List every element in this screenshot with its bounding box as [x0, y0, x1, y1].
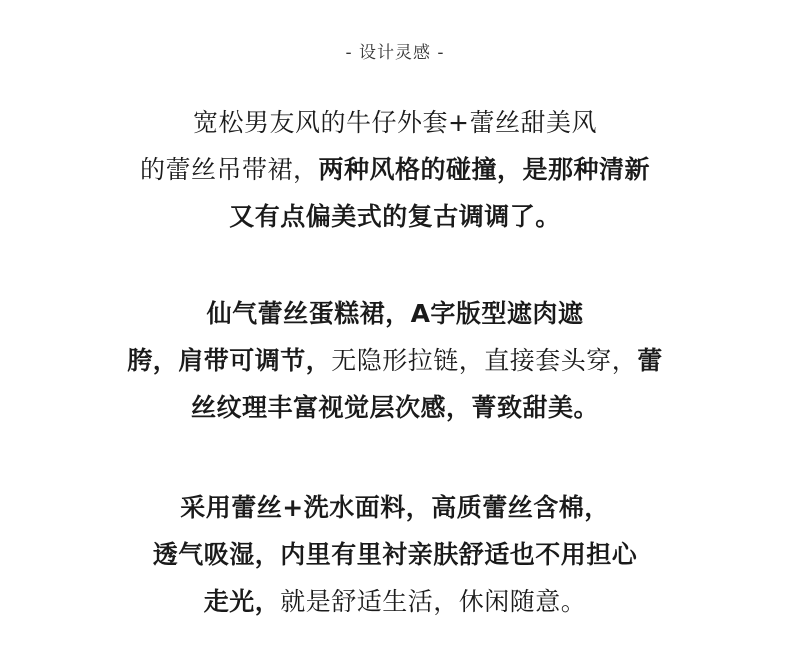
paragraph-line	[0, 578, 790, 625]
paragraph-line	[0, 290, 790, 337]
paragraph-material	[0, 484, 790, 625]
paragraph-line	[0, 146, 790, 193]
paragraph-line	[0, 193, 790, 240]
text-segment-bold: 蕾	[637, 346, 663, 375]
text-segment-bold: 胯，肩带可调节，	[127, 346, 332, 375]
paragraph-line	[0, 531, 790, 578]
text-segment: 的蕾丝吊带裙，	[139, 155, 319, 184]
text-segment-bold: 透气吸湿，内里有里衬亲肤舒适也不用担心	[152, 540, 638, 569]
paragraph-dress-features	[0, 290, 790, 431]
text-segment-bold: 走光，	[203, 587, 281, 616]
text-segment-bold: 仙气蕾丝蛋糕裙，A字版型遮肉遮	[206, 299, 584, 328]
paragraph-line	[0, 99, 790, 146]
paragraph-line	[0, 337, 790, 384]
text-segment: 宽松男友风的牛仔外套+蕾丝甜美风	[193, 108, 597, 137]
paragraph-design-inspiration	[0, 99, 790, 240]
text-segment-bold: 两种风格的碰撞，是那种清新	[318, 155, 651, 184]
text-segment-bold: 又有点偏美式的复古调调了。	[229, 202, 561, 231]
paragraph-line	[0, 484, 790, 531]
text-segment: 无隐形拉链，直接套头穿，	[331, 346, 638, 375]
section-label: - 设计灵感 -	[345, 43, 445, 63]
paragraph-line	[0, 384, 790, 431]
text-segment: 就是舒适生活，休闲随意。	[280, 587, 587, 616]
text-segment-bold: 采用蕾丝+洗水面料，高质蕾丝含棉，	[180, 493, 610, 522]
text-segment-bold: 丝纹理丰富视觉层次感，菁致甜美。	[190, 393, 599, 422]
